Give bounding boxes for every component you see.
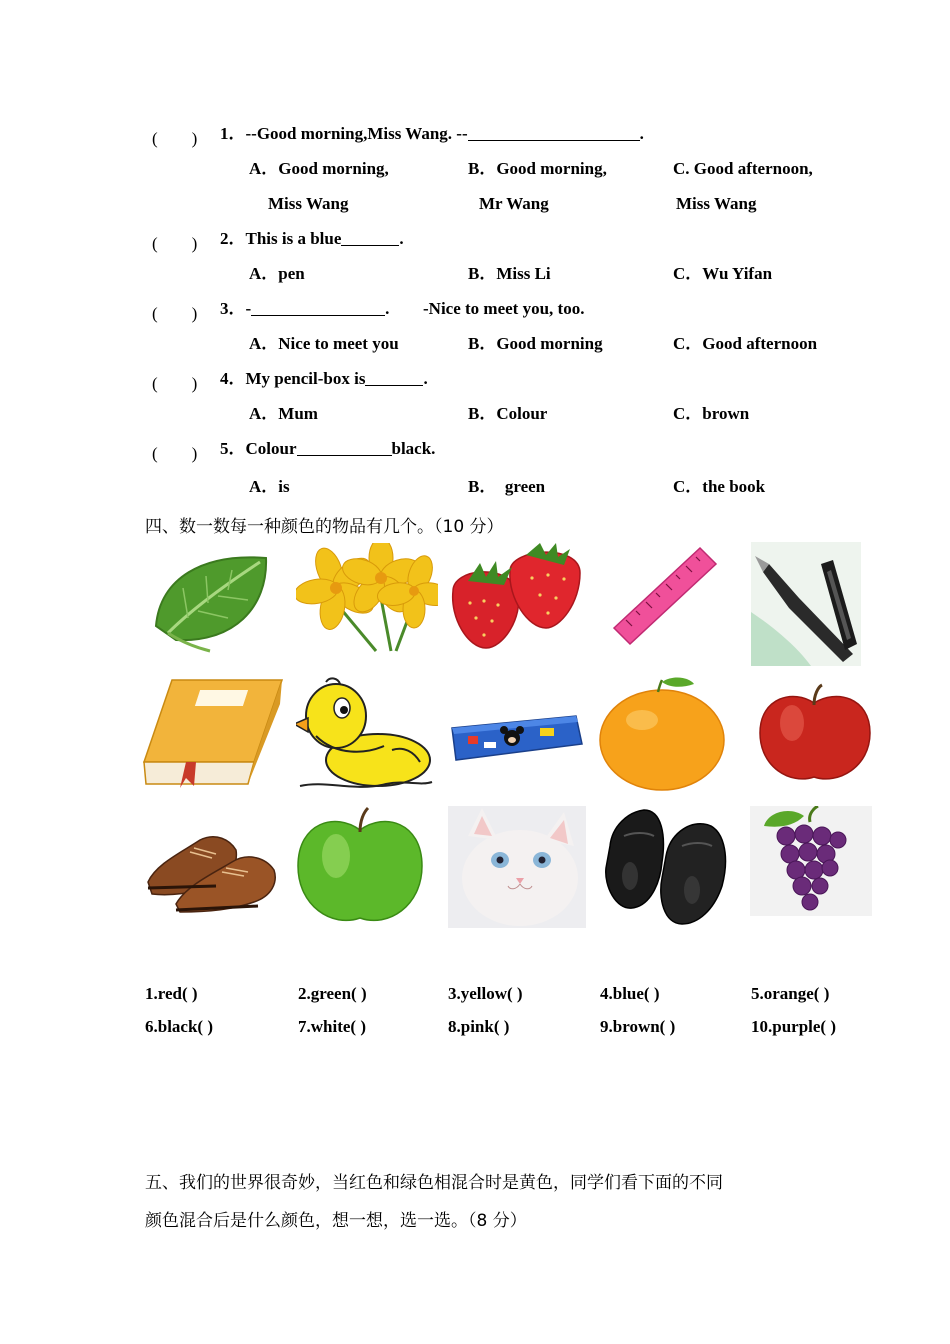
stem-text: Colour bbox=[245, 439, 297, 458]
red-apple-image bbox=[756, 683, 874, 785]
option-a: A．pen bbox=[249, 264, 305, 283]
option-a: A．Mum bbox=[249, 404, 318, 423]
yellow-book-image bbox=[142, 678, 284, 790]
yellow-flowers-image bbox=[296, 543, 438, 655]
option-b-line2: Mr Wang bbox=[479, 194, 549, 213]
option-c-line2: Miss Wang bbox=[676, 194, 757, 213]
answer-yellow[interactable]: 3.yellow( ) bbox=[448, 984, 523, 1003]
option-b: B．Colour bbox=[468, 404, 548, 423]
answer-green[interactable]: 2.green( ) bbox=[298, 984, 367, 1003]
option-c: C．Good afternoon bbox=[673, 334, 818, 353]
pink-ruler-image bbox=[612, 546, 718, 646]
answer-orange[interactable]: 5.orange( ) bbox=[751, 984, 830, 1003]
section-4-heading: 四、数一数每一种颜色的物品有几个。（10 分） bbox=[145, 517, 504, 537]
option-b: B． green bbox=[468, 477, 546, 496]
strawberries-image bbox=[448, 543, 584, 651]
stem-text: This is a blue bbox=[245, 229, 342, 248]
option-c: C．the book bbox=[673, 477, 766, 496]
option-a: A．Good morning, bbox=[249, 159, 389, 178]
option-c: C. Good afternoon, bbox=[673, 159, 813, 178]
answer-pink[interactable]: 8.pink( ) bbox=[448, 1017, 510, 1036]
blue-pencil-box-image bbox=[448, 706, 586, 766]
answer-blank[interactable] bbox=[341, 229, 399, 246]
option-a: A．Nice to meet you bbox=[249, 334, 399, 353]
answer-paren[interactable]: ( ) bbox=[152, 374, 198, 393]
answer-purple[interactable]: 10.purple( ) bbox=[751, 1017, 836, 1036]
black-pens-image bbox=[751, 542, 861, 666]
black-shoes-image bbox=[600, 806, 736, 928]
answer-brown[interactable]: 9.brown( ) bbox=[600, 1017, 676, 1036]
answer-blue[interactable]: 4.blue( ) bbox=[600, 984, 660, 1003]
stem-end: . bbox=[399, 229, 404, 248]
orange-image bbox=[598, 676, 726, 792]
stem-text: --Good morning,Miss Wang. -- bbox=[245, 124, 468, 143]
option-a-line2: Miss Wang bbox=[268, 194, 349, 213]
stem-text: My pencil-box is bbox=[245, 369, 366, 388]
question-1-stem bbox=[220, 124, 644, 144]
leaf-image bbox=[148, 548, 280, 653]
option-b: B．Good morning bbox=[468, 334, 603, 353]
answer-blank[interactable] bbox=[468, 124, 640, 141]
section-5-heading-line1: 五、我们的世界很奇妙，当红色和绿色相混合时是黄色，同学们看下面的不同 bbox=[145, 1173, 723, 1193]
purple-grapes-image bbox=[750, 806, 872, 916]
question-5-stem bbox=[220, 439, 435, 459]
stem-end: . bbox=[385, 299, 390, 318]
stem-end: black. bbox=[391, 439, 436, 458]
answer-paren[interactable]: ( ) bbox=[152, 234, 198, 253]
option-a: A．is bbox=[249, 477, 290, 496]
yellow-duck-image bbox=[296, 676, 434, 798]
stem-end: . bbox=[423, 369, 428, 388]
white-cat-image bbox=[448, 806, 586, 928]
brown-shoes-image bbox=[146, 806, 278, 914]
question-3-stem bbox=[220, 299, 389, 319]
option-b: B．Good morning, bbox=[468, 159, 607, 178]
answer-paren[interactable]: ( ) bbox=[152, 129, 198, 148]
question-number: 5． bbox=[220, 439, 246, 458]
answer-blank[interactable] bbox=[297, 439, 392, 456]
question-number: 1． bbox=[220, 124, 246, 143]
answer-red[interactable]: 1.red( ) bbox=[145, 984, 198, 1003]
option-c: C．Wu Yifan bbox=[673, 264, 773, 283]
question-4-stem bbox=[220, 369, 428, 389]
answer-white[interactable]: 7.white( ) bbox=[298, 1017, 366, 1036]
answer-paren[interactable]: ( ) bbox=[152, 304, 198, 323]
stem-text: - bbox=[245, 299, 252, 318]
answer-paren[interactable]: ( ) bbox=[152, 444, 198, 463]
section-5-heading-line2: 颜色混合后是什么颜色，想一想，选一选。（8 分） bbox=[145, 1211, 527, 1231]
question-number: 3． bbox=[220, 299, 246, 318]
stem-end: . bbox=[639, 124, 644, 143]
question-number: 2． bbox=[220, 229, 246, 248]
green-apple-image bbox=[296, 806, 424, 928]
option-c: C．brown bbox=[673, 404, 750, 423]
option-b: B．Miss Li bbox=[468, 264, 551, 283]
question-3-reply: -Nice to meet you, too. bbox=[423, 299, 585, 318]
answer-blank[interactable] bbox=[365, 369, 423, 386]
question-number: 4． bbox=[220, 369, 246, 388]
answer-blank[interactable] bbox=[251, 299, 385, 316]
answer-black[interactable]: 6.black( ) bbox=[145, 1017, 213, 1036]
question-2-stem bbox=[220, 229, 404, 249]
